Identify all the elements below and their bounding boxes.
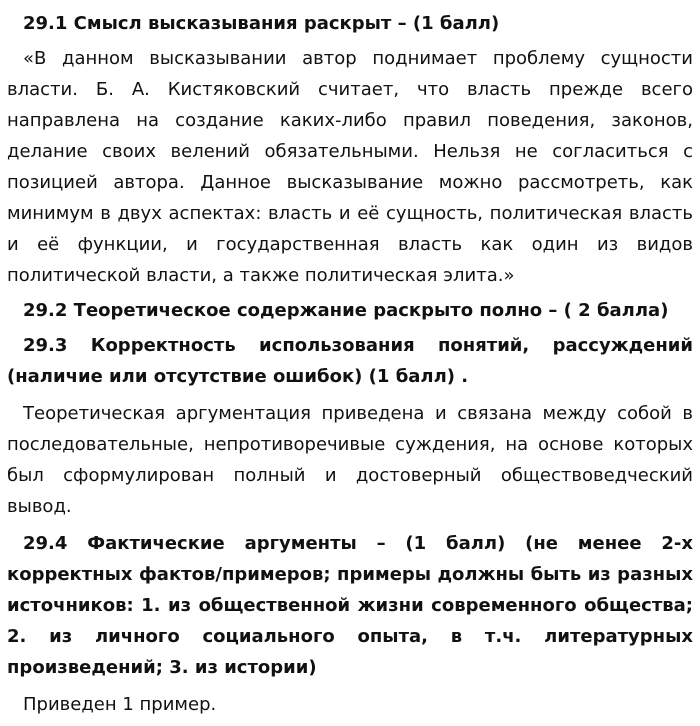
section-29-1-heading: 29.1 Смысл высказывания раскрыт – (1 балл): [23, 13, 500, 34]
section-29-3-heading: 29.3 Корректность использования понятий, рассуждений (наличие или отсутствие ошибок) (1 балл) .: [7, 335, 693, 387]
section-29-4-heading: 29.4 Фактические аргументы – (1 балл) (не менее 2-х корректных фактов/примеров; примеры должны быть из разных источников: 1. из общественной жизни современного общества; 2. из личного социального опыта, в т.ч. литературных произведений; 3. из истории): [7, 533, 693, 678]
section-29-2-heading: 29.2 Теоретическое содержание раскрыто полно – ( 2 балла): [23, 300, 669, 321]
section-29-1-text: «В данном высказывании автор поднимает проблему сущности власти. Б. А. Кистяковский считает, что власть прежде всего направлена на создание каких-либо правил поведения, законов, делание своих велений обязательными. Нельзя не согласиться с позицией автора. Данное высказывание можно рассмотреть, как минимум в двух аспектах: власть и её сущность, политическая власть и её функции, и государственная власть как один из видов политической власти, а также политическая элита.»: [7, 48, 693, 286]
section-29-4-text: Приведен 1 пример.: [23, 694, 217, 715]
section-29-3-text: Теоретическая аргументация приведена и связана между собой в последовательные, непротиворечивые суждения, на основе которых был сформулирован полный и достоверный обществоведческий вывод.: [7, 403, 693, 517]
